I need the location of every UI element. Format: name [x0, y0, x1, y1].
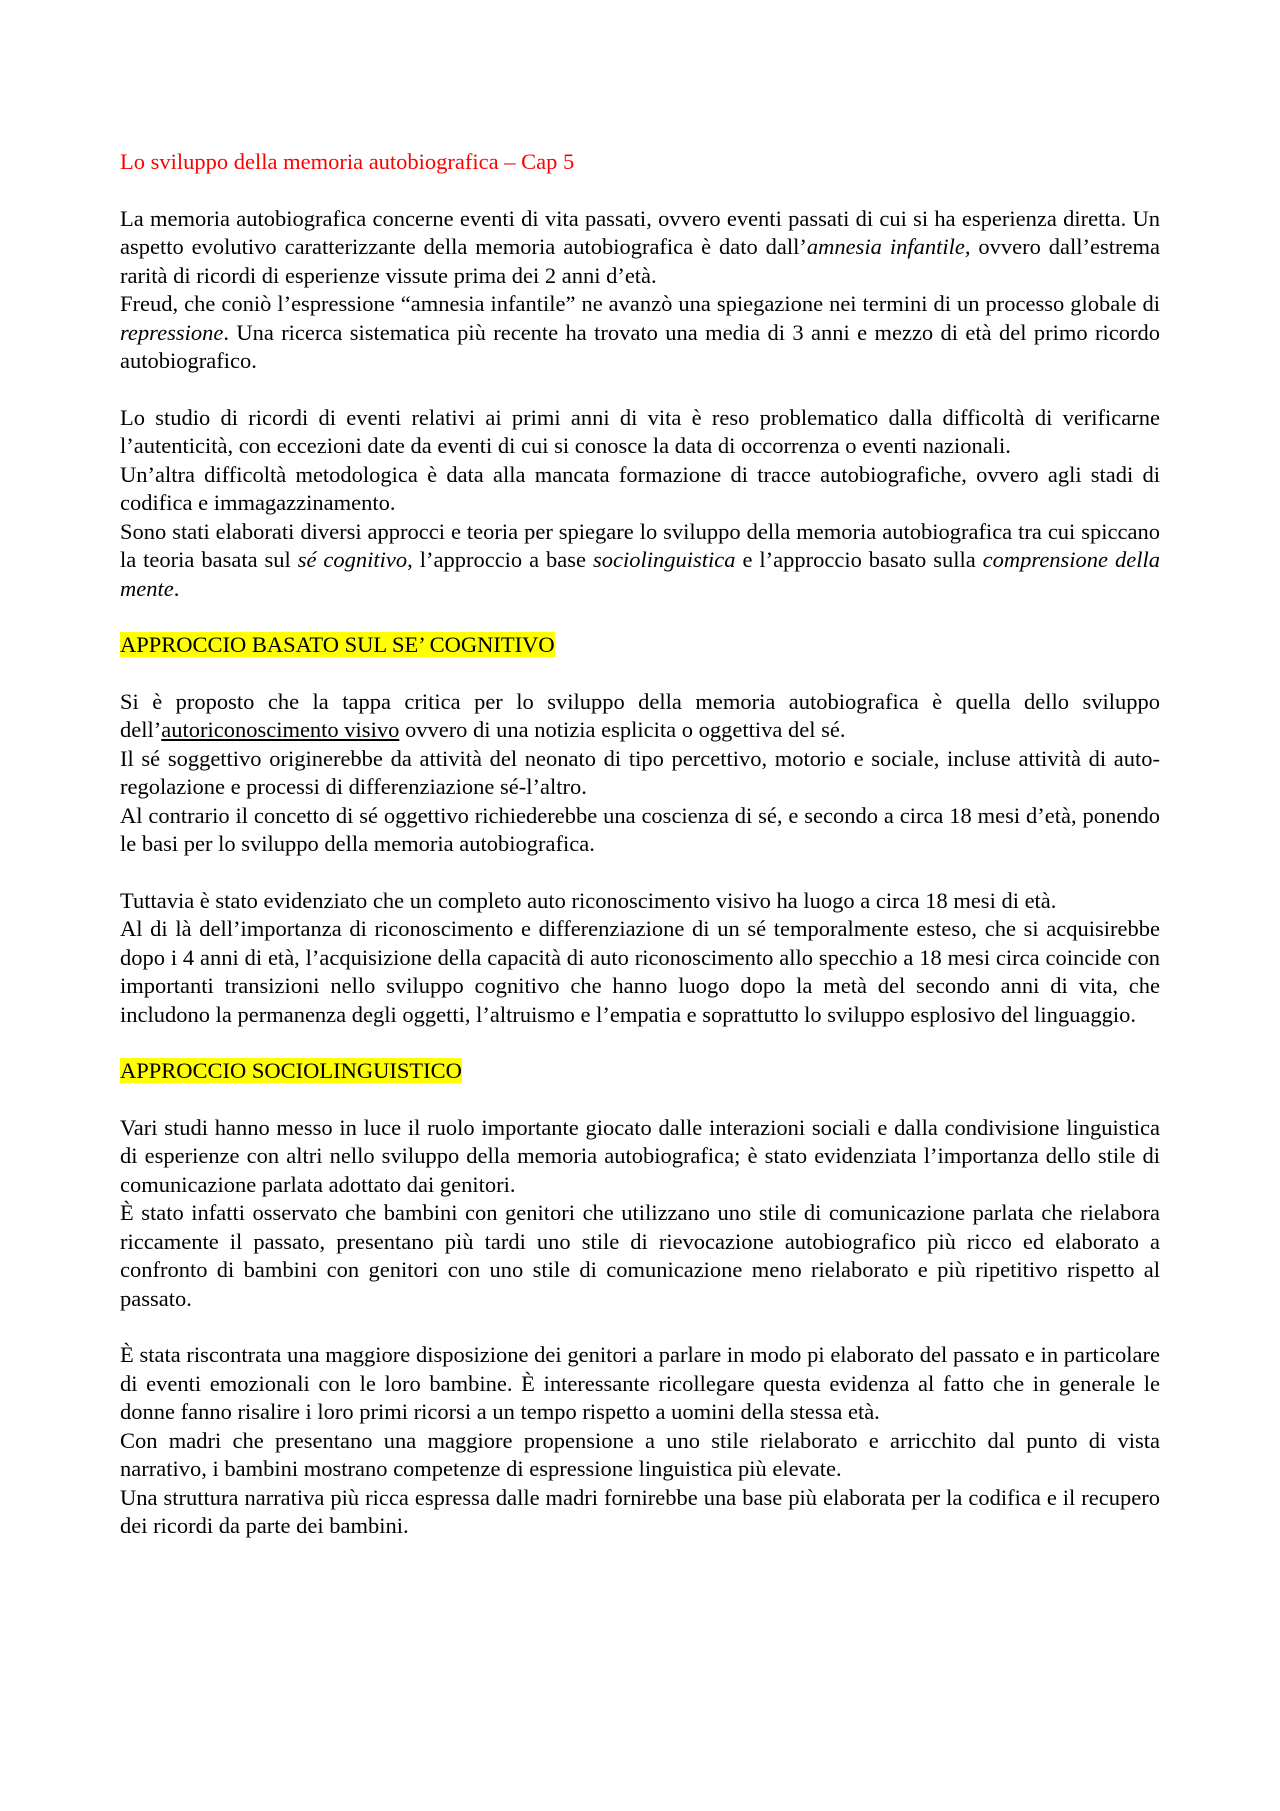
methods-paragraph-1: Lo studio di ricordi di eventi relativi ai primi anni di vita è reso problematico dalla difficoltà di verificarne l’autenticità, con eccezioni date da eventi di cui si conosce la data di occorrenza o eventi nazionali.: [120, 404, 1160, 458]
term-autoriconoscimento-visivo: autoriconoscimento visivo: [161, 717, 400, 742]
methods-block: [120, 404, 1160, 604]
section2-paragraph-2: È stato infatti osservato che bambini con genitori che utilizzano uno stile di comunicazione parlata che rielabora riccamente il passato, presentano più tardi uno stile di rievocazione autobiografico più ricco ed elaborato a confronto di bambini con genitori con uno stile di comunicazione meno rielaborato e più ripetitivo rispetto al passato.: [120, 1200, 1160, 1311]
section1-paragraph-5: Al di là dell’importanza di riconoscimento e differenziazione di un sé temporalmente esteso, che si acquisirebbe dopo i 4 anni di età, l’acquisizione della capacità di auto riconoscimento allo specchio a 18 mesi circa coincide con importanti transizioni nello sviluppo cognitivo che hanno luogo dopo la metà del secondo anni di vita, che includono la permanenza degli oggetti, l’altruismo e l’empatia e soprattutto lo sviluppo esplosivo del linguaggio.: [120, 916, 1160, 1027]
section-heading-sociolinguistico: APPROCCIO SOCIOLINGUISTICO: [120, 1058, 462, 1083]
section2-paragraph-1: Vari studi hanno messo in luce il ruolo importante giocato dalle interazioni sociali e dalla condivisione linguistica di esperienze con altri nello sviluppo della memoria autobiografica; è stato evidenziata l’importanza dello stile di comunicazione parlata adottato dai genitori.: [120, 1114, 1160, 1197]
term-sociolinguistica: sociolinguistica: [593, 547, 736, 572]
term-repressione: repressione: [120, 319, 224, 345]
section1-block-a: [120, 688, 1160, 859]
section1-paragraph-1: Si è proposto che la tappa critica per lo sviluppo della memoria autobiografica è quella dello sviluppo dell’autoriconoscimento visivo ovvero di una notizia esplicita o oggettiva del sé.: [120, 688, 1160, 742]
term-comprensione-della-mente: comprensione della mente: [120, 547, 1160, 601]
section2-block-a: [120, 1114, 1160, 1314]
term-amnesia-infantile: amnesia infantile,: [806, 234, 971, 259]
methods-paragraph-2: Un’altra difficoltà metodologica è data alla mancata formazione di tracce autobiografiche, ovvero agli stadi di codifica e immagazzinamento.: [120, 461, 1160, 515]
section2-paragraph-3: È stata riscontrata una maggiore disposizione dei genitori a parlare in modo pi elaborato del passato e in particolare di eventi emozionali con le loro bambine. È interessante ricollegare questa evidenza al fatto che in generale le donne fanno risalire i loro primi ricorsi a un tempo rispetto a uomini della stessa età.: [120, 1342, 1160, 1424]
term-se-cognitivo: sé cognitivo: [297, 547, 408, 572]
methods-paragraph-3: Sono stati elaborati diversi approcci e teoria per spiegare lo sviluppo della memoria autobiografica tra cui spiccano la teoria basata sul sé cognitivo, l’approccio a base sociolinguistica e l’approccio basato sulla comprensione della mente.: [120, 518, 1160, 601]
section1-block-b: [120, 887, 1160, 1030]
intro-paragraph-2: Freud, che coniò l’espressione “amnesia infantile” ne avanzò una spiegazione nei termini di un processo globale di repressione. Una ricerca sistematica più recente ha trovato una media di 3 anni e mezzo di età del primo ricordo autobiografico.: [120, 291, 1160, 373]
section-heading-se-cognitivo: APPROCCIO BASATO SUL SE’ COGNITIVO: [120, 632, 555, 657]
intro-paragraph-1: La memoria autobiografica concerne eventi di vita passati, ovvero eventi passati di cui si ha esperienza diretta. Un aspetto evolutivo caratterizzante della memoria autobiografica è dato dall’amnesia infantile, ovvero dall’estrema rarità di ricordi di esperienze vissute prima dei 2 anni d’età.: [120, 205, 1160, 288]
section1-paragraph-4: Tuttavia è stato evidenziato che un completo auto riconoscimento visivo ha luogo a circa 18 mesi di età.: [120, 887, 1057, 913]
section2-paragraph-4: Con madri che presentano una maggiore propensione a uno stile rielaborato e arricchito dal punto di vista narrativo, i bambini mostrano competenze di espressione linguistica più elevate.: [120, 1427, 1160, 1481]
section2-paragraph-5: Una struttura narrativa più ricca espressa dalle madri fornirebbe una base più elaborata per la codifica e il recupero dei ricordi da parte dei bambini.: [120, 1484, 1160, 1538]
document-page: [120, 148, 1160, 1569]
intro-block: [120, 205, 1160, 376]
section1-paragraph-2: Il sé soggettivo originerebbe da attività del neonato di tipo percettivo, motorio e sociale, incluse attività di auto-regolazione e processi di differenziazione sé-l’altro.: [120, 745, 1160, 799]
section2-block-b: [120, 1341, 1160, 1541]
section1-paragraph-3: Al contrario il concetto di sé oggettivo richiederebbe una coscienza di sé, e secondo a circa 18 mesi d’età, ponendo le basi per lo sviluppo della memoria autobiografica.: [120, 802, 1160, 856]
document-title: Lo sviluppo della memoria autobiografica – Cap 5: [120, 149, 575, 174]
